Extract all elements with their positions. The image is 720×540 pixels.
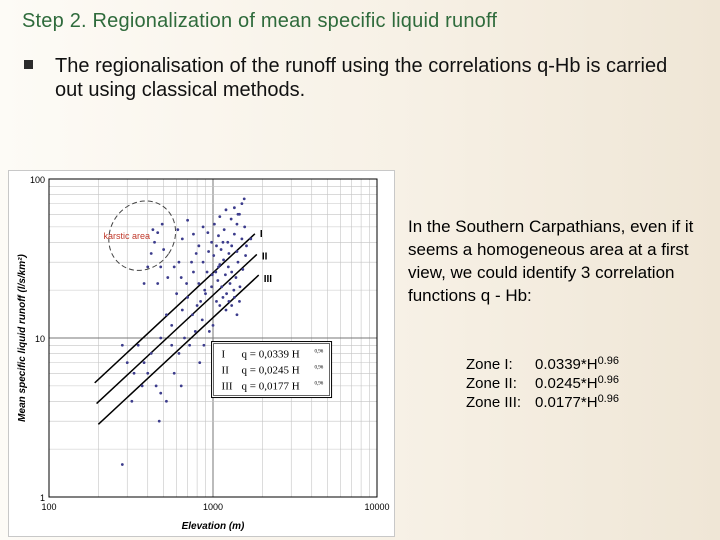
data-point xyxy=(159,337,162,340)
data-point xyxy=(186,296,189,299)
data-point xyxy=(166,276,169,279)
regression-line-label: II xyxy=(261,251,268,263)
data-point xyxy=(212,324,215,327)
data-point xyxy=(202,261,205,264)
data-point xyxy=(227,300,230,303)
data-point xyxy=(233,233,236,236)
data-point xyxy=(218,263,221,266)
data-point xyxy=(238,213,241,216)
zone-formulas xyxy=(466,352,619,409)
data-point xyxy=(220,285,223,288)
data-point xyxy=(162,248,165,251)
data-point xyxy=(178,261,181,264)
regression-line-label: III xyxy=(263,274,273,286)
data-point xyxy=(217,266,220,269)
data-point xyxy=(218,304,221,307)
data-point xyxy=(243,197,246,200)
data-point xyxy=(224,273,227,276)
data-point xyxy=(198,361,201,364)
data-point xyxy=(133,372,136,375)
data-point xyxy=(192,271,195,274)
data-point xyxy=(156,282,159,285)
chart-grid xyxy=(49,179,377,497)
slide-title: Step 2. Regionalization of mean specific liquid runoff xyxy=(22,10,498,32)
data-point xyxy=(211,273,214,276)
zone-exponent: 0.96 xyxy=(597,355,619,367)
data-point xyxy=(130,400,133,403)
bullet-text: The regionalisation of the runoff using the correlations q-Hb is carried out using classical methods. xyxy=(55,55,668,101)
data-point xyxy=(176,228,179,231)
data-point xyxy=(188,344,191,347)
legend-series-label: II xyxy=(221,364,229,377)
data-point xyxy=(239,285,242,288)
legend-formula: q = 0,0177 H xyxy=(241,380,300,393)
x-tick-label: 100 xyxy=(41,502,57,512)
data-point xyxy=(197,244,200,247)
data-point xyxy=(190,261,193,264)
data-point xyxy=(206,271,209,274)
y-tick-label: 100 xyxy=(29,175,45,185)
data-point xyxy=(173,372,176,375)
data-point xyxy=(175,292,178,295)
data-point xyxy=(227,266,230,269)
data-point xyxy=(126,361,129,364)
data-point xyxy=(180,384,183,387)
data-point xyxy=(241,268,244,271)
zone-row-2 xyxy=(466,371,619,390)
x-tick-label: 1000 xyxy=(202,502,224,512)
data-point xyxy=(204,292,207,295)
data-point xyxy=(229,282,232,285)
data-point xyxy=(227,252,230,255)
data-point xyxy=(191,313,194,316)
data-point xyxy=(186,219,189,222)
data-point xyxy=(210,285,213,288)
data-point xyxy=(208,330,211,333)
data-point xyxy=(151,228,154,231)
regression-line-label: I xyxy=(259,228,263,240)
data-point xyxy=(223,228,226,231)
legend-formula: q = 0,0245 H xyxy=(241,364,300,377)
data-point xyxy=(137,344,140,347)
data-point xyxy=(155,384,158,387)
data-point xyxy=(244,254,247,257)
data-point xyxy=(230,218,233,221)
data-point xyxy=(206,231,209,234)
data-point xyxy=(249,238,252,241)
data-point xyxy=(202,225,205,228)
runoff-chart-svg xyxy=(9,171,394,536)
x-tick-label: 10000 xyxy=(364,502,390,512)
runoff-chart xyxy=(8,170,395,537)
data-point xyxy=(216,279,219,282)
data-point xyxy=(215,300,218,303)
zone-formula: 0.0245*H xyxy=(535,375,598,392)
data-point xyxy=(212,254,215,257)
data-point xyxy=(121,463,124,466)
y-axis-label: Mean specific liquid runoff (l/s/km²) xyxy=(17,254,28,422)
data-point xyxy=(178,352,181,355)
data-point xyxy=(165,313,168,316)
data-point xyxy=(215,244,218,247)
legend-formula: q = 0,0339 H xyxy=(241,348,300,361)
data-point xyxy=(210,241,213,244)
data-point xyxy=(203,289,206,292)
data-point xyxy=(194,330,197,333)
data-point xyxy=(170,324,173,327)
data-point xyxy=(143,361,146,364)
description-text: In the Southern Carpathians, even if it seems a homogeneous area at a first view, we could identify 3 correlation functions q - Hb: xyxy=(408,217,694,305)
zone-formula: 0.0339*H xyxy=(535,356,598,373)
data-point xyxy=(230,244,233,247)
data-point xyxy=(207,250,210,253)
data-point xyxy=(230,304,233,307)
data-point xyxy=(156,231,159,234)
zone-row-1 xyxy=(466,352,619,371)
data-point xyxy=(202,344,205,347)
data-point xyxy=(150,252,153,255)
data-point xyxy=(181,309,184,312)
chart-legend xyxy=(212,342,332,398)
data-point xyxy=(183,337,186,340)
data-point xyxy=(201,318,204,321)
data-point xyxy=(192,233,195,236)
data-point xyxy=(236,313,239,316)
data-point xyxy=(180,276,183,279)
data-point xyxy=(230,271,233,274)
data-point xyxy=(220,248,223,251)
data-point xyxy=(217,234,220,237)
data-point xyxy=(146,266,149,269)
data-point xyxy=(222,241,225,244)
karstic-area-label: karstic area xyxy=(103,230,151,241)
data-point xyxy=(232,289,235,292)
data-point xyxy=(233,296,236,299)
data-point xyxy=(195,252,198,255)
data-point xyxy=(225,292,228,295)
data-point xyxy=(245,244,248,247)
data-point xyxy=(222,296,225,299)
zone-label: Zone II: xyxy=(466,375,517,392)
y-tick-label: 1 xyxy=(39,493,45,503)
legend-exponent: 0,96 xyxy=(314,365,324,371)
data-point xyxy=(165,400,168,403)
data-point xyxy=(240,202,243,205)
data-point xyxy=(158,420,161,423)
data-point xyxy=(225,309,228,312)
data-point xyxy=(146,372,149,375)
zone-formula: 0.0177*H xyxy=(535,394,598,411)
data-point xyxy=(225,208,228,211)
zone-label: Zone I: xyxy=(466,356,513,373)
y-tick-label: 10 xyxy=(34,334,45,344)
bullet-marker-icon xyxy=(24,60,33,69)
y-tick-labels xyxy=(30,175,45,503)
legend-exponent: 0,96 xyxy=(314,349,324,355)
data-point xyxy=(196,304,199,307)
data-point xyxy=(173,266,176,269)
zone-exponent: 0.96 xyxy=(597,393,619,405)
data-point xyxy=(185,282,188,285)
data-point xyxy=(213,223,216,226)
data-point xyxy=(153,241,156,244)
legend-exponent: 0,96 xyxy=(314,381,324,387)
zone-label: Zone III: xyxy=(466,394,522,411)
zone-exponent: 0.96 xyxy=(597,374,619,386)
data-point xyxy=(240,238,243,241)
zone-row-3 xyxy=(466,390,619,409)
data-point xyxy=(199,300,202,303)
data-point xyxy=(159,266,162,269)
data-point xyxy=(238,300,241,303)
data-point xyxy=(236,250,239,253)
data-point xyxy=(243,225,246,228)
data-point xyxy=(233,206,236,209)
x-tick-labels xyxy=(41,502,389,512)
x-axis-label: Elevation (m) xyxy=(181,521,245,532)
legend-series-label: III xyxy=(221,380,233,393)
data-point xyxy=(181,238,184,241)
data-point xyxy=(143,282,146,285)
data-point xyxy=(222,258,225,261)
data-point xyxy=(121,344,124,347)
data-point xyxy=(150,352,153,355)
data-point xyxy=(197,282,200,285)
data-point xyxy=(141,384,144,387)
data-point xyxy=(237,261,240,264)
data-point xyxy=(161,223,164,226)
data-point xyxy=(235,276,238,279)
legend-series-label: I xyxy=(221,348,226,361)
data-point xyxy=(159,392,162,395)
data-point xyxy=(170,344,173,347)
data-point xyxy=(218,215,221,218)
data-point xyxy=(214,271,217,274)
data-point xyxy=(226,241,229,244)
data-point xyxy=(236,223,239,226)
